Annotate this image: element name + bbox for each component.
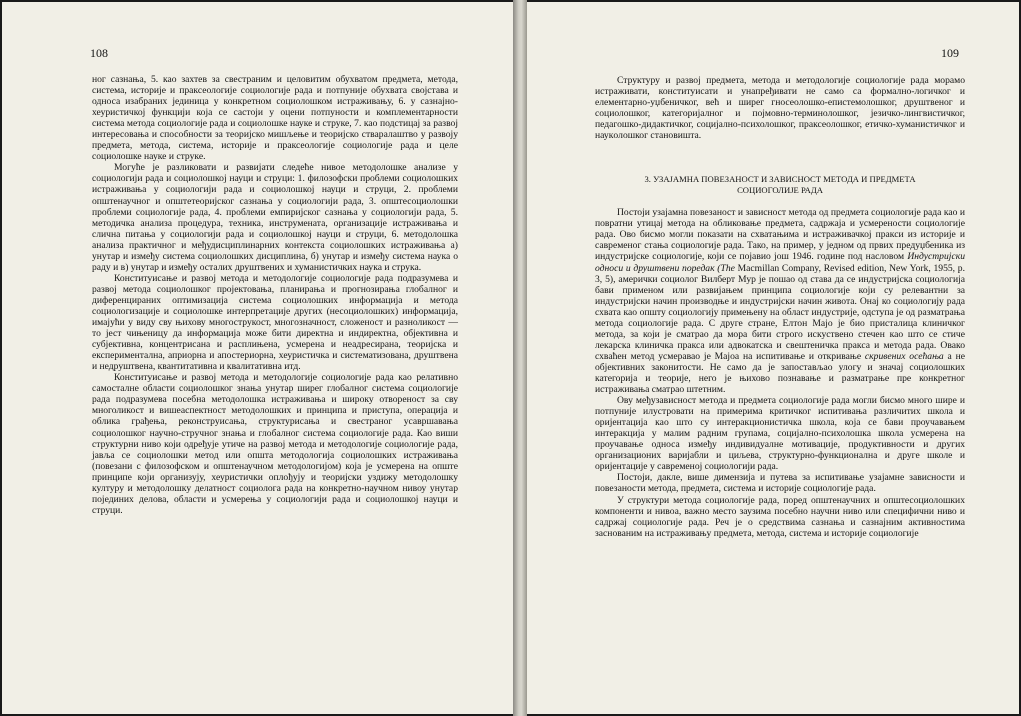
text-run: а не објективних законитости. Не само да је запостављао улогу и значај социолошких категорија и теорије, него је њихово познавање и разматрање пре конкретног истраживања сматрао штетним. bbox=[595, 350, 965, 396]
section-title-line: 3. УЗАЈАМНА ПОВЕЗАНОСТ И ЗАВИСНОСТ МЕТОДА И ПРЕДМЕТА bbox=[644, 174, 916, 185]
paragraph bbox=[595, 207, 965, 395]
left-page bbox=[2, 2, 513, 714]
section-title bbox=[603, 174, 957, 196]
paragraph: Ову међузависност метода и предмета социологије рада могли бисмо много шире и потпуније илустровати на примерима критичког испитивања различитих школа и оријентација као што су интеракционистичка школа, која се бави проучавањем интеракција у малим радним групама, социјално-психолошка школа усмерена на проучавање односа између индивидуалне мотивације, продуктивности и других организационих варијабли и циљева, структурно-функционална и друге школе и оријентације у савременој социологији рада. bbox=[595, 395, 965, 473]
paragraph: Структуру и развој предмета, метода и методологије социологије рада морамо истраживати, конституисати и унапређивати не само са формално-логичког и елементарно-уџбеничког, већ и ширег гносеолошко-епистемолошког, друштвеног и социолошког, категоријалног и појмовно-терминолошког, језичко-лингвистичког, педагошко-дидактичког, социјално-психолошког, праксеолошког, етичко-хуманистичког и наукoлошког становишта. bbox=[595, 75, 965, 142]
page-number: 109 bbox=[941, 46, 959, 60]
paragraph: У структури метода социологије рада, поред општенаучних и општесоциолошких компоненти и нивоа, важно место заузима посебно научни ниво или специфични ниво и садржај социологије рада. Реч је о средствима сазнања и сазнајним активностима заснованим на истраживању предмета, метода, система и историје социологије bbox=[595, 494, 965, 539]
book-gutter bbox=[513, 0, 527, 716]
paragraph: Конституисање и развој метода и методологије социологије рада подразумева и развој метода социолошког пројектовања, планирања и прогнозирања глобалног и диференцираних оптимизација система социолошких информација и метода социологизације и социолошке интерпретације других (несоциолошких) информација, имајући у виду сву њихову многострукост, многозначност, сложеност и разноликост — то јест чињеницу да информација може бити директна и индиректна, објективна и субјективна, концентрисана и расплињена, усмерена и неадресирана, теоријска и експериментална, априорна и апостериорна, хеуристичка и систематизована, друштвена и недруштвена, квантитативна и квалитативна итд. bbox=[92, 272, 458, 373]
page-body bbox=[92, 74, 458, 516]
right-page bbox=[527, 2, 1019, 714]
paragraph: Постоји, дакле, више димензија и путева за испитивање узајамне зависности и повезаности метода, предмета, система и историје социологије рада. bbox=[595, 472, 965, 495]
section-title-line: СОЦИОГОЛИЈЕ РАДА bbox=[737, 185, 823, 196]
italic-book-title: Индустријски односи и друштвени поредак (The bbox=[595, 251, 965, 274]
paragraph: Могуће је разликовати и развијати следеће нивое методолошке анализе у социологији рада и социолошкој науци и струци: 1. филозофски проблеми социолошких истраживања у социологији рада и социолошкој науци и струци, 2. проблеми општенаучног и општетеоријског сазнања у социологији рада, 3. општесоциолошки проблеми социологије рада, 4. проблеми емпиријског сазнања у социологији рада, 5. методичка анализа процедура, техника, инструмената, организације истраживања и слична питања у социологији рада и социолошкој науци и струци, 6. методолошка анализа практичног и међудисциплинарних контекста социолошких истраживања а) унутар и између система социолошких дисциплина, б) унутар и између система наука о раду и в) унутар и између осталих друштвених и хуманистичких наука и струка. bbox=[92, 162, 458, 273]
paragraph: Конституисање и развој метода и методологије социологије рада као релативно самосталне области социолошког знања унутар ширег глобалног система социологије рада подразумева посебна методолошка истраживања и широку отвореност за сву многоликост и вишеаспектност методолошких и принципа и приступа, операција и облика грађења, реконструисања, структурисања и свестраног усавршавања социолошког научно-стручног знања и глобалног система социологије рада. Као виши структурни ниво који одређује утиче на развој метода и методологије социологије рада, јавља се социолошки метод или општа методологија социолошких истраживања (повезани с филозофском и општенаучном методологијом) која је усмерена на опште принципе који организују, хеуристички оплођују и теоријски уздижу методолошку културу и методолошку делатност социолога рада на конкретно-научном нивоу унутар појединих делова, области и усмерења у социологији рада и социолошкој науци и струци. bbox=[92, 372, 458, 516]
text-run: Постоји узајамна повезаност и зависност метода од предмета социологије рада као и повратни утицај метода на обликовање предмета, садржаја и усмерености социологије рада. Ово бисмо могли показати на схватањима и истраживачкој пракси из историје и савременог стања социологије рада. Тако, на пример, у једном од првих предуџбеника из индустријске социологије, који се појавио још 1946. године под насловом bbox=[595, 207, 965, 263]
paragraph: ног сазнања, 5. као захтев за свестраним и целовитим обухватом предмета, метода, система, историје и праксеологије социологије рада и потпуније обухвата својстава и односа изабраних јединица у конкретном социолошком истраживању, 6. у сазнајно-хеуристичкој функцији која се састоји у оцени потпуности и комплементарности система метода социологије рада и социолошке науке и струке, 7. као подстицај за развој интересовања и способности за теоријско мишљење и теоријско стваралаштво у развоју предмета, метода, система, историје и праксеологије социологије рада и целе социолошке науке и струке. bbox=[92, 74, 458, 163]
italic-phrase: скривених осећања bbox=[864, 350, 944, 362]
page-body bbox=[595, 75, 965, 539]
page-number: 108 bbox=[90, 46, 108, 60]
text-run: Macmillan Company, Revised edition, New York, 1955, p. 3, 5), амерички социолог Вилберт Мур је пошао од става да се индустријска социологија бави применом или развијањем принципа социологије који су релевантни за индустријски начин производње и индустријски начин живота. Онај ко социологију рада схвата као општу социологију примењену на област индустрије, одступа је од разматрања метода социологије рада. С друге стране, Елтон Мајо је био присталица клиничког метода, за који је сматрао да мора бити строго искуствено стечен као што се стиче лекарска клиничка пракса или адвокатска и свештеничка пракса и метода рада. Овако схваћен метод усмеравао је Мајоа на испитивање и откривање bbox=[595, 262, 965, 362]
